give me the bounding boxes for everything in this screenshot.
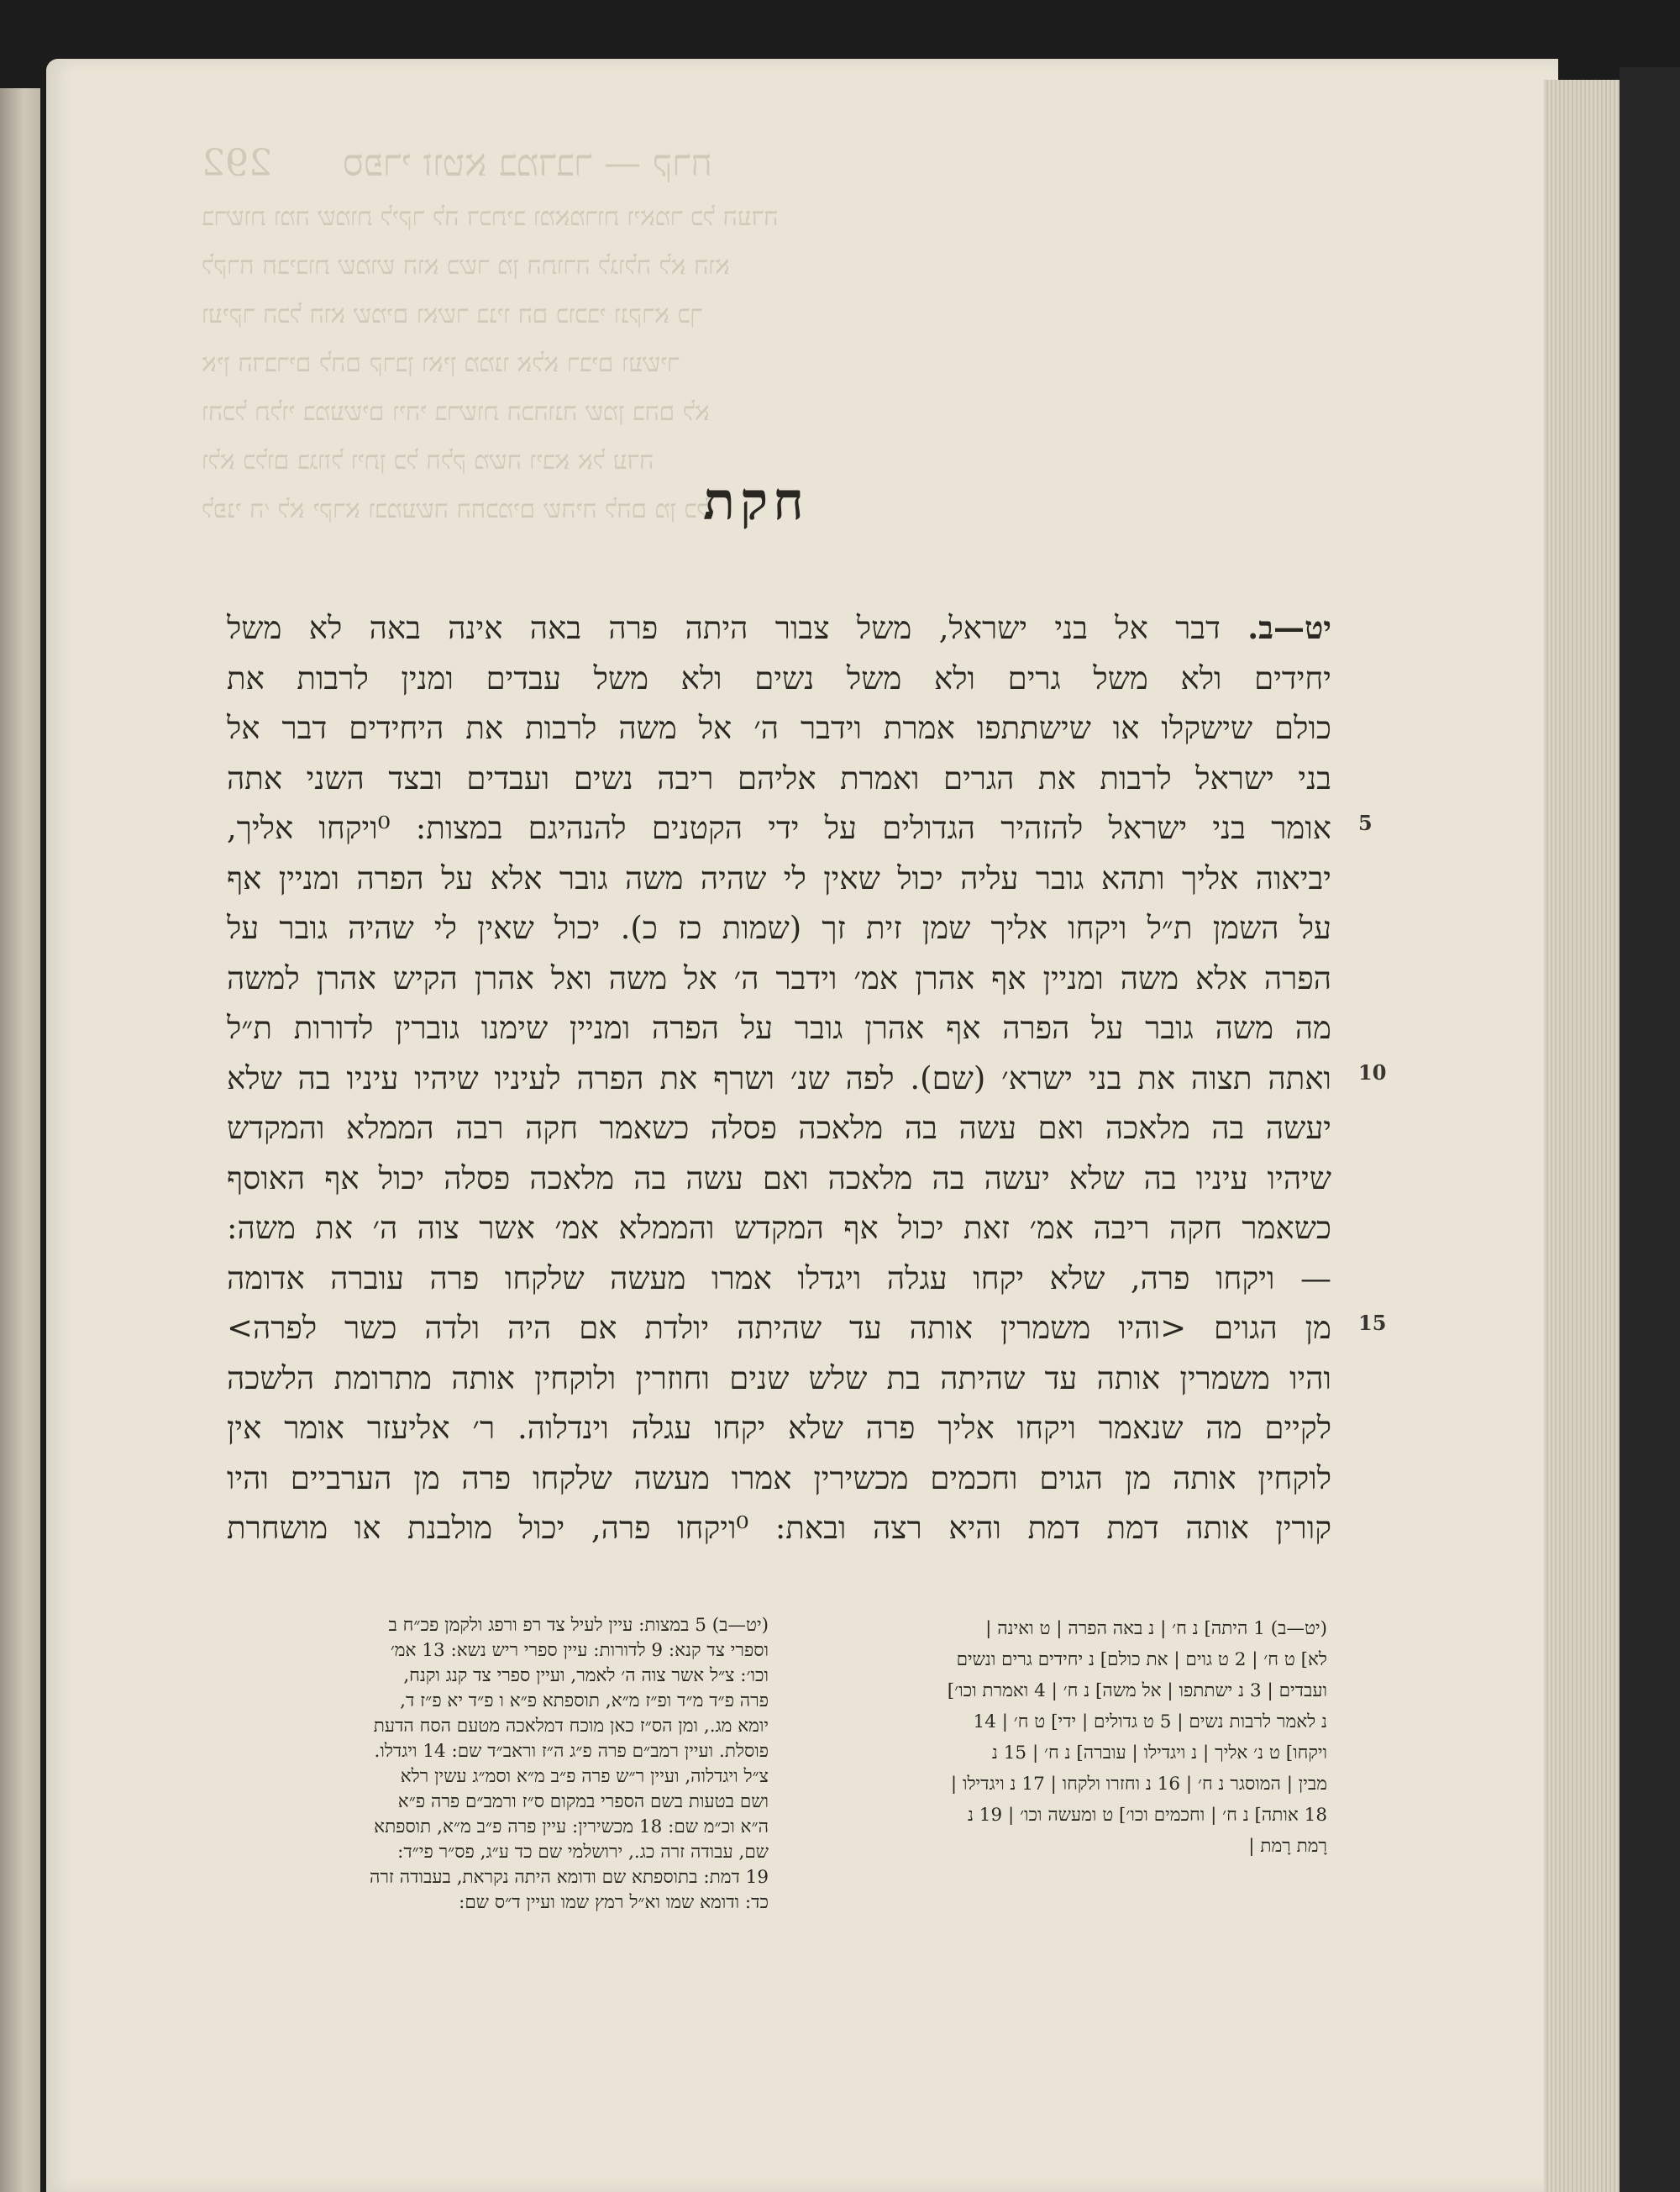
text-line: יעשה בה מלאכה ואם עשה בה מלאכה פסלה כשאמר חקה רבה הממלא והמקדש xyxy=(227,1110,1331,1146)
text-line: יחידים ולא משל גרים ולא משל נשים ולא משל עבדים ומנין לרבות את xyxy=(227,660,1331,696)
line-number: 5 xyxy=(1358,811,1373,835)
ghost-line: ברשות ומה שמות ליקר לה דכתיב ומאמרות ויאמר כל העדה xyxy=(202,202,779,232)
footnote-line: (יט—ב) 1 היתה] נ ח׳ | נ באה הפרה | ט ואינה | xyxy=(985,1618,1327,1639)
book-cover-edge xyxy=(1620,67,1680,2192)
footnote-line: ויקחו] ט נ׳ אליך | נ ויגדילו | עוברה] נ ח׳ | 15 נ xyxy=(991,1743,1327,1764)
ghost-page-number: 292 xyxy=(202,142,272,185)
footnote-line: 18 אותה] נ ח׳ | וחכמים וכו׳] ט ומעשה וכו׳ | 19 נ xyxy=(967,1805,1327,1826)
ghost-line: לפני ה׳ לא יקרא ובמעשה החכמים שהיה להם מן כל xyxy=(202,495,709,524)
footnote-line: מבין | המוסגר נ ח׳ | 16 נ וחזרו ולקחו | 17 נ ויגדילו | xyxy=(950,1774,1327,1795)
ghost-line: לקרח חביבות שמוש הוא כשר מן התורה לגולה לא הוא xyxy=(202,251,730,281)
text-line: — ויקחו פרה, שלא יקחו עגלה ויגדלו אמרו מעשה שלקחו פרה עוברה אדומה xyxy=(227,1259,1331,1296)
footnote-line: וכו׳: צ״ל אשר צוה ה׳ לאמר, ועיין ספרי צד קנג וקנח, xyxy=(403,1665,769,1686)
text-line: על השמן ת״ל ויקחו אליך שמן זית זך (שמות כז כ). יכול שאין לי שהיה גובר על xyxy=(227,910,1331,946)
footnote-line: לא] ט ח׳ | 2 ט גוים | את כולם] נ יחידים גרים ונשים xyxy=(956,1649,1327,1670)
footnote-line: רָמת רָמת | xyxy=(1248,1836,1327,1857)
text-line: לקיים מה שנאמר ויקחו אליך פרה שלא יקחו עגלה וינדלוה. ר׳ אליעזר אומר אין xyxy=(227,1410,1331,1446)
footnote-line: ה״א וכ״מ שם: 18 מכשירין: עיין פרה פ״ב מ״א, תוספתא xyxy=(374,1816,769,1837)
footnote-line: ועבדים | 3 נ ישתתפו | אל משה] נ ח׳ | 4 ואמרת וכו׳] xyxy=(947,1680,1327,1701)
text-line: והיו משמרין אותה עד שהיתה בת שלש שנים וחוזרין ולוקחין אותה מתרומת הלשכה xyxy=(227,1359,1331,1396)
footnote-line: צ״ל ויגדלוה, ועיין ר״ש פרה פ״ב מ״א וסמ״ג עשין רלא xyxy=(400,1766,769,1787)
verse-reference: יט—ב. xyxy=(1247,609,1331,646)
text-line: ואתה תצוה את בני ישרא׳ (שם). לפה שנ׳ ושרף את הפרה לעיניו שיהיו עיניו בה שלא xyxy=(227,1059,1331,1096)
footnote-line: וספרי צד קנא: 9 לדורות: עיין ספרי ריש נשא: 13 אמ׳ xyxy=(390,1640,769,1661)
chapter-title: חקת xyxy=(703,470,809,532)
ghost-line: אין הדברים להם קרבן ואין ממנו אלא רבים ועשיר xyxy=(202,349,680,378)
line-number: 15 xyxy=(1358,1311,1387,1335)
footnote-line: פרה פ״ד מ״ד ופ״ז מ״א, תוספתא פ״א ו פ״ד יא פ״ז ד, xyxy=(400,1690,769,1711)
text-line: הפרה אלא משה ומניין אף אהרן אמ׳ וידבר ה׳ אל משה ואל אהרן הקיש אהרן למשה xyxy=(227,959,1331,996)
text-line: מן הגוים <והיו משמרין אותה עד שהיתה יולדת אם היה ולדה כשר לפרה> xyxy=(227,1310,1331,1346)
left-page-edge xyxy=(0,88,40,2192)
footnote-line: כד: ודומא שמו וא״ל רמץ שמו ועיין ד״ס שם: xyxy=(459,1892,769,1913)
text-line: בני ישראל לרבות את הגרים ואמרת אליהם ריבה נשים ועבדים ובצד השני אתה xyxy=(227,760,1331,796)
text-line: כשאמר חקה ריבה אמ׳ זאת יכול אף המקדש והממלא אמ׳ אשר צוה ה׳ את משה: xyxy=(227,1210,1331,1246)
ghost-line: והכל תלוי במעשים ויהי ברשות הכהונה שמן בהם לא xyxy=(202,397,710,427)
page-stack-edge xyxy=(1544,80,1620,2192)
ghost-line: ולא כלום בגוזל ויתן כל חלק משה ויבא אל עדה xyxy=(202,446,654,476)
footnote-line: ושם בטעות בשם הספרי במקום ס״ז ורמב״ם פרה פ״א xyxy=(397,1791,769,1812)
text-line: כולם שישקלו או שישתתפו אמרת וידבר ה׳ אל משה לרבות את היחידים דבר אל xyxy=(227,710,1331,746)
text-line: אומר בני ישראל להזהיר הגדולים על ידי הקטנים להנהיגם במצות: ⁰ויקחו אליך, xyxy=(227,810,1331,846)
text-line: שיהיו עיניו בה שלא יעשה בה מלאכה ואם עשה בה מלאכה פסלה יכול אף האוסף xyxy=(227,1159,1331,1196)
text-line: מה משה גובר על הפרה אף אהרן גובר על הפרה ומניין שימנו גוברין לדורות ת״ל xyxy=(227,1010,1331,1046)
text-line: יט—ב. דבר אל בני ישראל, משל צבור היתה פרה באה אינה באה לא משל xyxy=(227,609,1331,646)
footnote-line: (יט—ב) 5 במצות: עיין לעיל צד רפ ורפג ולקמן פכ״ח ב xyxy=(388,1615,769,1636)
main-text xyxy=(227,603,1331,1553)
footnote-line: 19 דמת: בתוספתא שם ודומא היתה נקראת, בעבודה זרה xyxy=(370,1867,769,1888)
footnote-line: נ לאמר לרבות נשים | 5 ט גדולים | ידי] ט ח׳ | 14 xyxy=(973,1711,1327,1732)
footnotes-commentary xyxy=(223,1613,769,1916)
footnote-line: יומא מג., ומן הס״ז כאן מוכח דמלאכה מטעם הסח הדעת xyxy=(373,1716,769,1737)
ghost-line: ועיקר הכל הוא שמים ואשר בניו הם כוכבי ונקרא כך xyxy=(202,300,702,329)
text-line: קורין אותה דמת דמת והיא רצה ובאת: ⁰ויקחו פרה, יכול מולבנת או מושחרת xyxy=(227,1510,1331,1546)
ghost-header xyxy=(202,134,1361,193)
line-number: 10 xyxy=(1358,1060,1387,1085)
ghost-running-head: ספרי זוטא במדבר — קרח xyxy=(342,142,713,185)
text-line: לוקחין אותה מן הגוים וחכמים מכשירין אמרו מעשה שלקחו פרה מן הערביים והיו xyxy=(227,1459,1331,1496)
text-line: יביאוה אליך ותהא גובר עליה יכול שאין לי שהיה משה גובר אלא על הפרה ומניין אף xyxy=(227,859,1331,896)
footnote-line: פוסלת. ועיין רמב״ם פרה פ״ג ה״ז וראב״ד שם: 14 ויגדלו. xyxy=(374,1741,769,1762)
footnote-line: שם, עבודה זרה כג., ירושלמי שם כד ע״ג, פס״ר פי״ד: xyxy=(397,1842,769,1863)
footnotes-variants xyxy=(790,1613,1327,1862)
